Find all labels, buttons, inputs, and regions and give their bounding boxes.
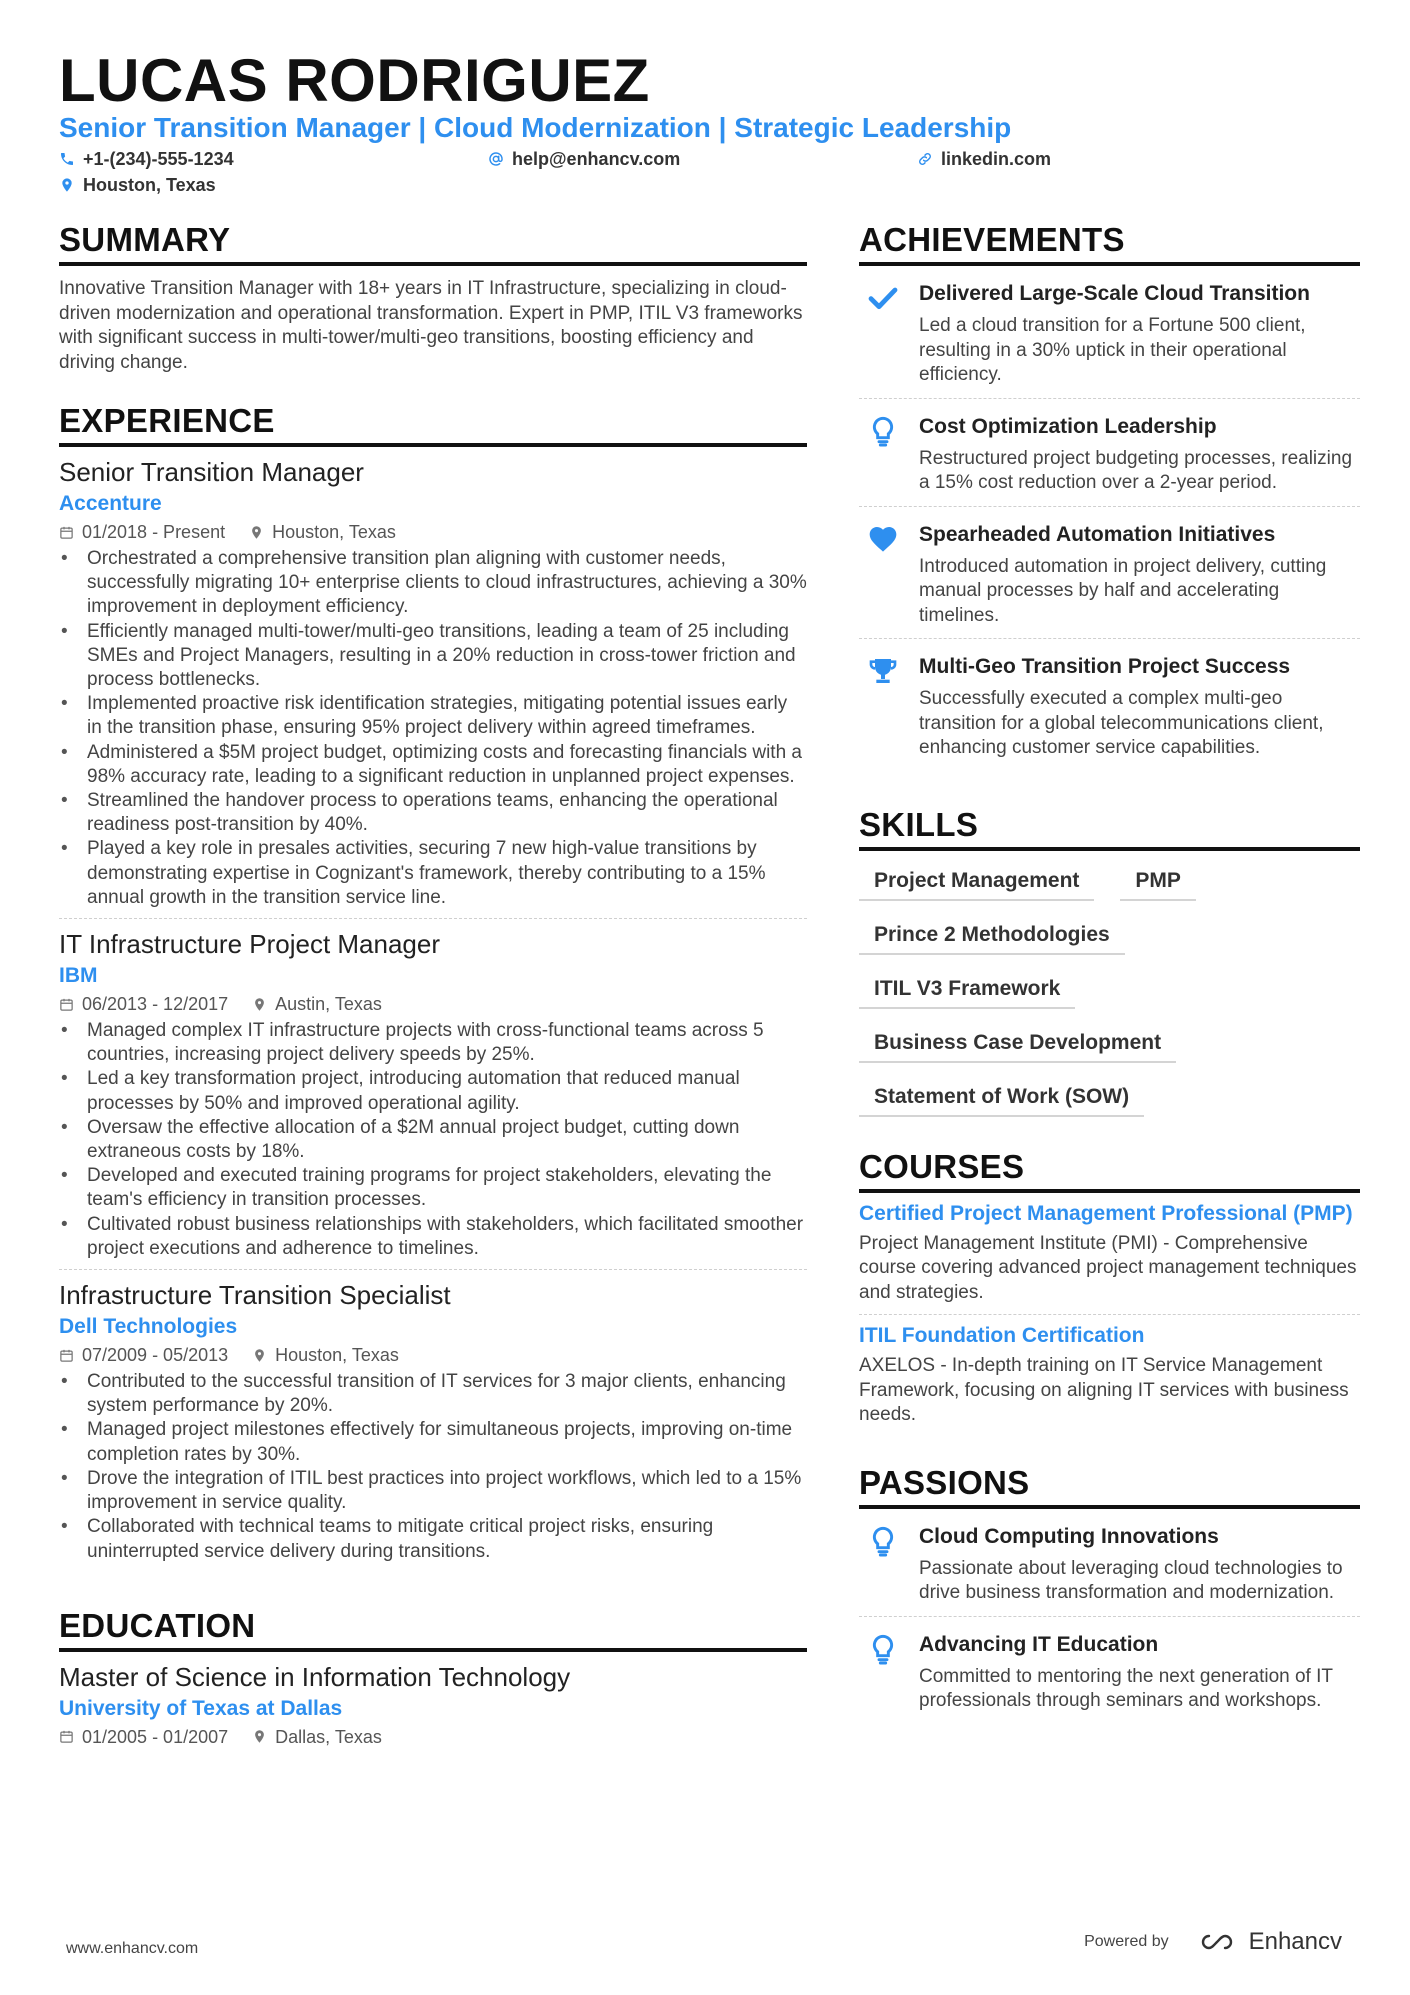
achievement-item (859, 399, 1360, 507)
achievement-item (859, 639, 1360, 771)
skill-tag: Statement of Work (SOW) (859, 1079, 1144, 1117)
footer-branding (1084, 1928, 1342, 1956)
achievements-section (859, 220, 1360, 771)
enhancv-logo[interactable] (1195, 1928, 1342, 1956)
passion-desc: Passionate about leveraging cloud technologies to drive business transformation and modernization. (919, 1557, 1343, 1603)
passion-desc: Committed to mentoring the next generation of IT professionals through seminars and workshops. (919, 1665, 1333, 1711)
job-bullet: • Managed project milestones effectively for simultaneous projects, improving on-time completion rates by 30%. (59, 1418, 807, 1466)
achievement-title: Multi-Geo Transition Project Success (919, 655, 1291, 678)
education-heading: EDUCATION (59, 1606, 807, 1652)
achievement-title: Cost Optimization Leadership (919, 414, 1217, 438)
summary-text: Innovative Transition Manager with 18+ years in IT Infrastructure, specializing in cloud-driven modernization and operational transformation. Expert in PMP, ITIL V3 frameworks with significant success in multi-tower/multi-geo transitions, boosting efficiency and driving change. (59, 278, 803, 373)
skill-tag: Business Case Development (859, 1025, 1176, 1063)
job-bullet: • Managed complex IT infrastructure projects with cross-functional teams across 5 countries, increasing project delivery speeds by 25%. (59, 1019, 807, 1067)
passion-item (859, 1617, 1360, 1724)
job-entry (59, 919, 807, 1270)
degree-title: Master of Science in Information Technology (59, 1661, 571, 1692)
job-meta (59, 520, 807, 544)
enhancv-logo-icon (1195, 1930, 1241, 1954)
location-pin-icon (252, 1348, 267, 1363)
location-pin-icon (252, 1729, 267, 1744)
phone-icon (59, 151, 75, 167)
lightbulb-icon (867, 415, 899, 447)
job-location: Austin, Texas (275, 994, 382, 1015)
job-dates: 06/2013 - 12/2017 (82, 994, 229, 1015)
job-bullet: • Streamlined the handover process to operations teams, enhancing the operational readiness post-transition by 40%. (59, 789, 807, 837)
job-location: Houston, Texas (272, 522, 396, 542)
course-item (859, 1193, 1360, 1316)
passion-title: Cloud Computing Innovations (919, 1524, 1219, 1548)
job-bullet: • Cultivated robust business relationships with stakeholders, which facilitated smoother project executions and adherence to timelines. (59, 1213, 807, 1261)
achievement-item (859, 507, 1360, 640)
passions-heading: PASSIONS (859, 1463, 1360, 1509)
job-title: IT Infrastructure Project Manager (59, 929, 441, 960)
course-title: ITIL Foundation Certification (859, 1324, 1145, 1347)
job-bullets (59, 1370, 807, 1564)
course-title: Certified Project Management Professional (PMP) (859, 1201, 1353, 1225)
job-bullet: • Administered a $5M project budget, optimizing costs and forecasting financials with a 98% accuracy rate, leading to a significant reduction in unplanned project expenses. (59, 741, 807, 789)
location-pin-icon (252, 997, 267, 1012)
passion-title: Advancing IT Education (919, 1632, 1159, 1656)
link-icon (917, 151, 933, 167)
contact-phone-text: +1-(234)-555-1234 (83, 149, 234, 169)
contact-email[interactable] (488, 147, 680, 171)
skills-list (859, 863, 1360, 1133)
job-bullet: • Implemented proactive risk identification strategies, mitigating potential issues early in the transition phase, ensuring 95% project delivery within agreed timeframes. (59, 692, 807, 740)
brand-name: Enhancv (1248, 1928, 1342, 1955)
job-dates: 07/2009 - 05/2013 (82, 1345, 229, 1366)
experience-heading: EXPERIENCE (59, 401, 807, 447)
contact-email-text: help@enhancv.com (512, 149, 681, 169)
job-title: Senior Transition Manager (59, 457, 364, 487)
powered-by-label: Powered by (1084, 1933, 1169, 1950)
location-pin-icon (59, 177, 75, 193)
job-bullet: • Drove the integration of ITIL best practices into project workflows, which led to a 15% improvement in service quality. (59, 1467, 807, 1515)
candidate-tagline: Senior Transition Manager | Cloud Modernization | Strategic Leadership (59, 112, 1012, 143)
job-meta (59, 992, 807, 1016)
skills-heading: SKILLS (859, 805, 1360, 851)
right-column (859, 220, 1360, 1724)
trophy-icon (867, 655, 899, 687)
education-entry (59, 1652, 807, 1749)
job-bullet: • Developed and executed training programs for project stakeholders, elevating the team's efficiency in transition processes. (59, 1164, 807, 1212)
achievement-desc: Successfully executed a complex multi-geo transition for a global telecommunications client, enhancing customer service capabilities. (919, 688, 1324, 758)
calendar-icon (59, 997, 74, 1012)
calendar-icon (59, 1729, 74, 1744)
achievement-desc: Restructured project budgeting processes, realizing a 15% cost reduction over a 2-year period. (919, 447, 1353, 493)
job-entry (59, 1270, 807, 1572)
job-bullet: • Oversaw the effective allocation of a $2M annual project budget, cutting down extraneous costs by 18%. (59, 1116, 807, 1164)
lightbulb-icon (867, 1633, 899, 1665)
courses-section (859, 1147, 1360, 1437)
job-bullet: • Orchestrated a comprehensive transition plan aligning with customer needs, successfully migrating 10+ enterprise clients to cloud infrastructures, achieving a 30% improvement in deployment efficiency. (59, 547, 807, 620)
job-location: Houston, Texas (275, 1345, 399, 1366)
candidate-name: LUCAS RODRIGUEZ (59, 47, 650, 114)
job-bullet: • Efficiently managed multi-tower/multi-geo transitions, leading a team of 25 including SMEs and Project Managers, resulting in a 20% reduction in cross-tower friction and process bottlenecks. (59, 620, 807, 693)
job-meta (59, 1343, 807, 1367)
job-dates: 01/2018 - Present (82, 522, 226, 542)
skill-tag: Prince 2 Methodologies (859, 917, 1125, 955)
skill-tag: Project Management (859, 863, 1094, 901)
left-column (59, 220, 807, 1749)
contact-linkedin-text: linkedin.com (941, 149, 1052, 169)
location-pin-icon (249, 525, 264, 540)
course-item (859, 1315, 1360, 1437)
contact-info (59, 147, 1359, 207)
course-desc: Project Management Institute (PMI) - Comprehensive course covering advanced project management techniques and strategies. (859, 1232, 1357, 1303)
check-icon (867, 282, 899, 314)
achievement-desc: Introduced automation in project delivery, cutting manual processes by half and accelerating timelines. (919, 555, 1327, 626)
achievements-heading: ACHIEVEMENTS (859, 220, 1360, 266)
summary-section (59, 220, 807, 375)
job-bullets (59, 1019, 807, 1261)
contact-phone[interactable] (59, 147, 234, 171)
education-dates: 01/2005 - 01/2007 (82, 1726, 229, 1747)
skill-tag: ITIL V3 Framework (859, 971, 1075, 1009)
school-name: University of Texas at Dallas (59, 1696, 343, 1720)
contact-location (59, 173, 216, 197)
job-bullet: • Led a key transformation project, introducing automation that reduced manual processes by 50% and improved operational agility. (59, 1067, 807, 1115)
passion-item (859, 1509, 1360, 1617)
contact-linkedin[interactable] (917, 147, 1051, 171)
experience-section (59, 401, 807, 1572)
skills-section (859, 805, 1360, 1133)
job-title: Infrastructure Transition Specialist (59, 1280, 451, 1311)
course-desc: AXELOS - In-depth training on IT Service Management Framework, focusing on aligning IT services with business needs. (859, 1355, 1349, 1425)
passions-section (859, 1463, 1360, 1724)
courses-heading: COURSES (859, 1147, 1360, 1193)
calendar-icon (59, 1348, 74, 1363)
summary-heading: SUMMARY (59, 220, 807, 266)
job-bullet: • Contributed to the successful transition of IT services for 3 major clients, enhancing system performance by 20%. (59, 1370, 807, 1418)
job-bullets (59, 547, 807, 910)
skill-tag: PMP (1120, 863, 1196, 901)
achievement-title: Spearheaded Automation Initiatives (919, 522, 1276, 546)
footer-website[interactable]: www.enhancv.com (66, 1940, 199, 1957)
achievement-title: Delivered Large-Scale Cloud Transition (919, 282, 1310, 305)
job-bullet: • Played a key role in presales activities, securing 7 new high-value transitions by demonstrating expertise in Cognizant's framework, thereby contributing to a 15% annual growth in the transition service line. (59, 837, 807, 910)
education-meta (59, 1725, 807, 1749)
heart-icon (867, 523, 899, 555)
achievement-desc: Led a cloud transition for a Fortune 500 client, resulting in a 30% uptick in their operational efficiency. (919, 315, 1306, 385)
education-location: Dallas, Texas (275, 1726, 382, 1747)
contact-location-text: Houston, Texas (83, 175, 216, 195)
calendar-icon (59, 525, 74, 540)
job-bullet: • Collaborated with technical teams to mitigate critical project risks, ensuring uninterrupted service delivery during transitions. (59, 1515, 807, 1563)
lightbulb-icon (867, 1525, 899, 1557)
company-name: IBM (59, 964, 98, 988)
company-name: Accenture (59, 492, 162, 515)
job-entry (59, 447, 807, 919)
company-name: Dell Technologies (59, 1315, 238, 1339)
at-icon (488, 151, 504, 167)
education-section (59, 1606, 807, 1749)
achievement-item (859, 266, 1360, 399)
